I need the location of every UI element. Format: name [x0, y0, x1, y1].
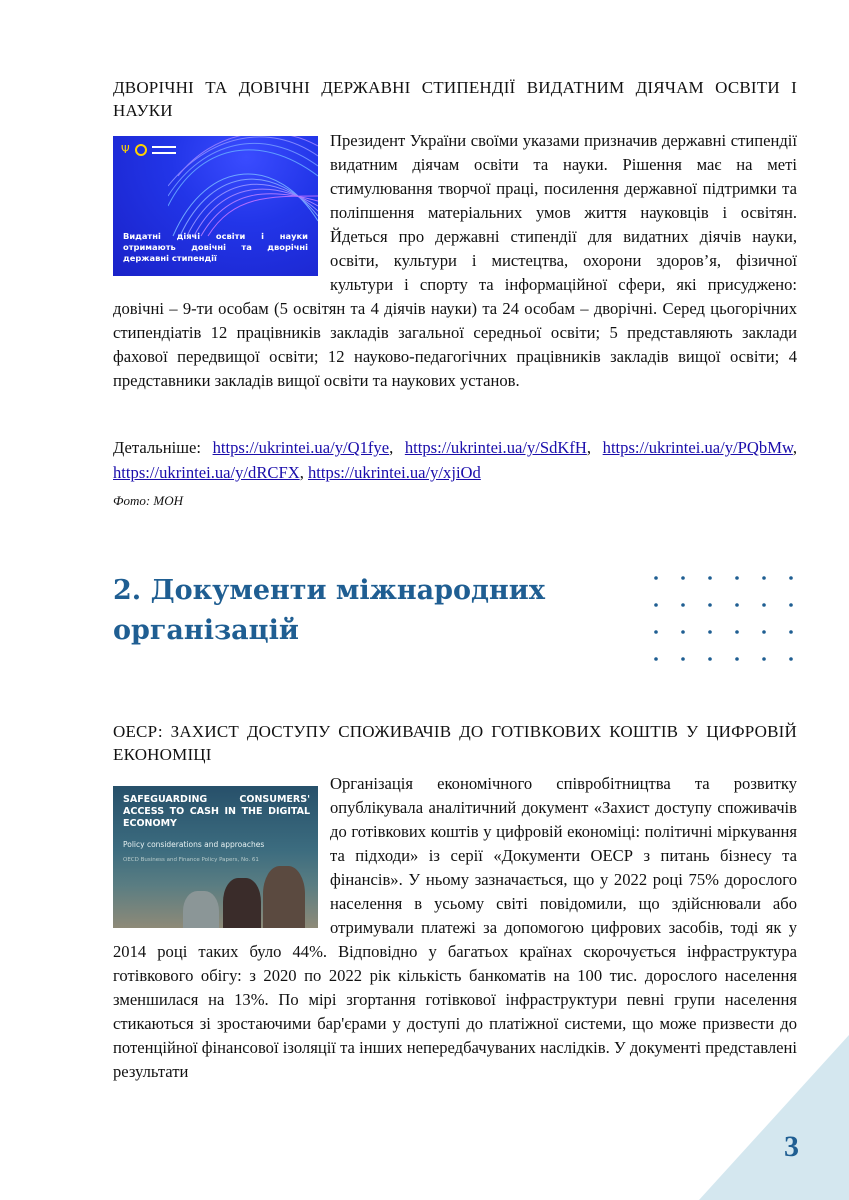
article-body: [113, 772, 797, 1084]
report-cover-image: [113, 786, 318, 928]
article-body-text: Організація економічного співробітництва та розвитку опублікувала аналітичний документ «Захист доступу споживачів до готівкових коштів у цифровій економіці: політичні міркування та підходи» із серії «Документи ОЕСР з питань бізнесу та фінансів». У ньому зазначається, що у 2022 році 75% дорослого населення в усьому світі повідомили, що здійснювали або отримували платежі за допомогою цифрових засобів, тоді як у 2014 році таких було 44%. Відповідно у багатьох країнах скорочується інфраструктура готівкового обігу: з 2020 по 2022 рік кількість банкоматів на 100 тис. дорослого населення зменшилася на 13%. По мірі згортання готівкової інфраструктури певні групи населення стикаються зі зростаючими бар'єрами у доступі до платіжної системи, що може призвести до потенційної фінансової ізоляції та інших непередбачуваних наслідків. У документі представлені результати: [113, 774, 797, 1081]
cover-title: SAFEGUARDING CONSUMERS' ACCESS TO CASH IN THE DIGITAL ECONOMY: [123, 794, 310, 829]
photo-credit: Фото: МОН: [113, 493, 184, 508]
article-heading: ДВОРІЧНІ ТА ДОВІЧНІ ДЕРЖАВНІ СТИПЕНДІЇ ВИДАТНИМ ДІЯЧАМ ОСВІТИ І НАУКИ: [113, 78, 797, 120]
person-silhouette-icon: [263, 866, 305, 928]
article-body-text: Президент України своїми указами призначив державні стипендії видатним діячам освіти та науки. Рішення має на меті стимулювання творчої праці, посилення державної підтримки та поліпшення матеріальних умов життя науковців і освітян. Йдеться про державні стипендії для видатних діячів науки, освіти, культури і мистецтва, охорони здоров’я, фізичної культури і спорту та інформаційної сфери, які присуджено: довічні – 9-ти особам (5 освітян та 4 діячів науки) та 24 особам – дворічні. Серед цьогорічних стипендіатів 12 працівників закладів загальної середньої освіти; 5 представляють заклади фахової передвищої освіти; 12 науково-педагогічних працівників закладів вищої освіти; 4 представники закладів вищої освіти та наукових установ.: [113, 131, 797, 390]
link-2[interactable]: https://ukrintei.ua/y/SdKfH: [404, 438, 587, 457]
wave-pattern-icon: [168, 136, 318, 241]
link-4[interactable]: https://ukrintei.ua/y/dRCFX: [113, 463, 300, 482]
more-label: Детальніше:: [113, 438, 201, 457]
corner-triangle-icon: [699, 1035, 849, 1200]
link-3[interactable]: https://ukrintei.ua/y/PQbMw: [602, 438, 793, 457]
image-caption: Видатні діячі освіти і науки отримають довічні та дворічні державні стипендії: [123, 231, 308, 263]
more-links: Детальніше: https://ukrintei.ua/y/Q1fye, https://ukrintei.ua/y/SdKfH, https://ukrintei.ua/y/PQbMw, https://ukrintei.ua/y/dRCFX, https://ukrintei.ua/y/xjiOd: [113, 438, 798, 482]
ministry-logo-icon: [135, 144, 147, 156]
link-1[interactable]: https://ukrintei.ua/y/Q1fye: [212, 438, 390, 457]
article-heading: ОЕСР: ЗАХИСТ ДОСТУПУ СПОЖИВАЧІВ ДО ГОТІВКОВИХ КОШТІВ У ЦИФРОВІЙ ЕКОНОМІЦІ: [113, 722, 797, 764]
section-title: 2. Документи міжнародних організацій: [113, 575, 545, 646]
article-body: [113, 129, 797, 393]
decorative-dots-icon: [650, 572, 800, 664]
person-silhouette-icon: [223, 878, 261, 928]
cover-series: OECD Business and Finance Policy Papers, No. 61: [123, 857, 259, 863]
article-image: [113, 136, 318, 276]
page-number: 3: [784, 1130, 799, 1163]
link-5[interactable]: https://ukrintei.ua/y/xjiOd: [308, 463, 481, 482]
cover-subtitle: Policy considerations and approaches: [123, 840, 265, 849]
trident-icon: Ψ: [121, 143, 130, 156]
person-silhouette-icon: [183, 891, 219, 928]
